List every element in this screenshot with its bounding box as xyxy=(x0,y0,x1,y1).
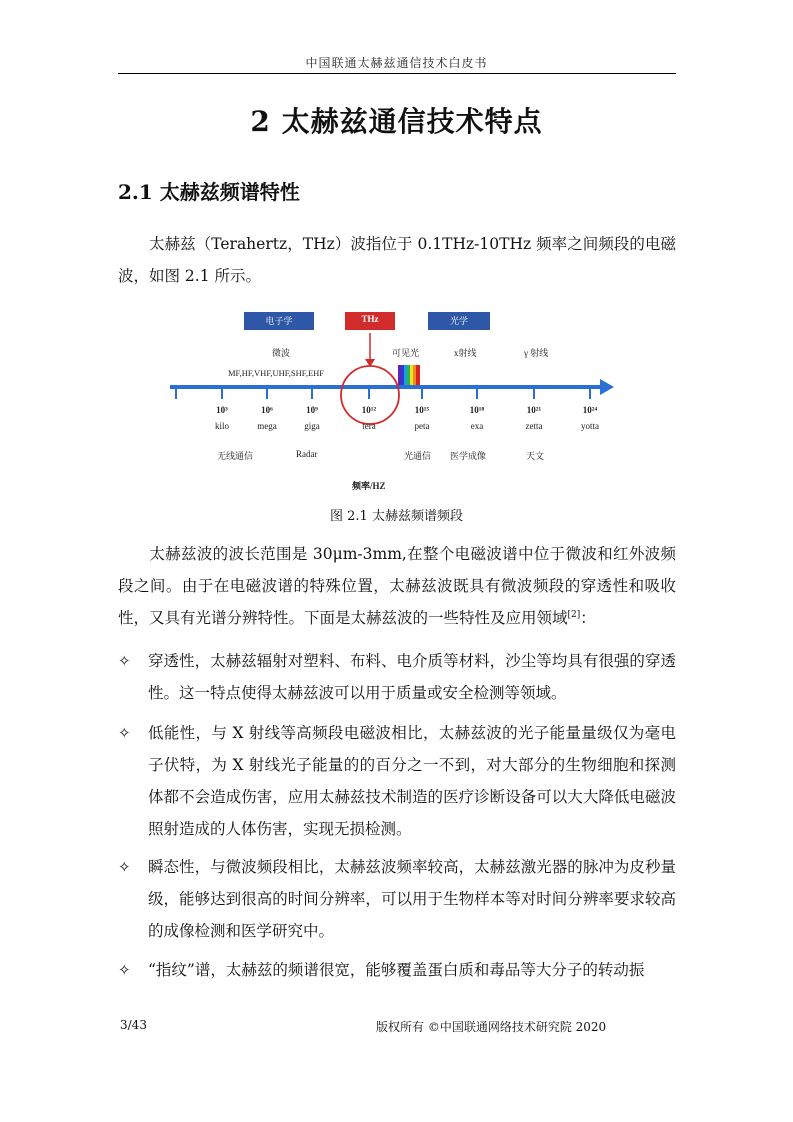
section-title: 2.1 太赫兹频谱特性 xyxy=(118,180,300,204)
bullet-item-penetration xyxy=(118,645,676,709)
running-header: 中国联通太赫兹通信技术白皮书 xyxy=(305,56,488,70)
spectrum-orange xyxy=(413,365,416,385)
radio-bands-label: MF,HF,VHF,UHF,SHF,EHF xyxy=(228,368,325,378)
spectrum-blue xyxy=(401,365,404,385)
tick-prefix: exa xyxy=(470,421,484,431)
app-radar: Radar xyxy=(296,449,318,459)
page-number: 3/43 xyxy=(120,1018,147,1032)
tick-prefix: giga xyxy=(304,421,320,431)
header-rule xyxy=(118,73,676,74)
tick-prefix: tera xyxy=(362,421,376,431)
bullet-text: 低能性，与 X 射线等高频段电磁波相比，太赫兹波的光子能量量级仅为毫电子伏特，为 X 射线光子能量的的百分之一不到，对大部分的生物细胞和探测体都不会造成伤害，应用太赫兹技术制造的医疗诊断设备可以大大降低电磁波照射造成的人体伤害，实现无损检测。 xyxy=(148,724,676,838)
copyright-notice: 版权所有 ©中国联通网络技术研究院 2020 xyxy=(376,1020,607,1034)
microwave-label: 微波 xyxy=(272,348,291,358)
spectrum-green xyxy=(407,365,410,385)
diamond-bullet-icon: ✧ xyxy=(118,724,131,742)
intro-paragraph-text: 太赫兹（Terahertz，THz）波指位于 0.1THz-10THz 频率之间频段的电磁波，如图 2.1 所示。 xyxy=(118,235,676,285)
thz-label: THz xyxy=(361,314,379,324)
tick-prefix: peta xyxy=(414,421,430,431)
intro-paragraph xyxy=(118,228,676,292)
bullet-item-transient xyxy=(118,851,676,947)
spectrum-diagram xyxy=(162,303,622,495)
figure-caption: 图 2.1 太赫兹频谱频段 xyxy=(330,509,463,524)
wavelength-paragraph xyxy=(118,538,676,634)
tick-value: 10³ xyxy=(216,405,228,415)
bullet-text: 瞬态性，与微波频段相比，太赫兹波频率较高，太赫兹激光器的脉冲为皮秒量级，能够达到很高的时间分辨率，可以用于生物样本等对时间分辨率要求较高的成像检测和医学研究中。 xyxy=(148,858,676,940)
tick-value: 10¹⁵ xyxy=(414,405,430,415)
spectrum-figure xyxy=(162,303,622,499)
optics-label: 光学 xyxy=(449,317,468,327)
tick-value: 10²¹ xyxy=(526,405,542,415)
app-optical-comm: 光通信 xyxy=(404,451,432,461)
frequency-axis-label: 频率/HZ xyxy=(352,481,386,491)
wavelength-paragraph-end: ： xyxy=(580,609,596,627)
frequency-axis-arrow xyxy=(600,379,614,395)
spectrum-violet xyxy=(398,365,401,385)
diamond-bullet-icon: ✧ xyxy=(118,652,131,670)
app-astronomy: 天文 xyxy=(526,451,545,461)
tick-value: 10¹⁸ xyxy=(469,405,485,415)
bullet-text: “指纹”谱，太赫兹的频谱很宽，能够覆盖蛋白质和毒品等大分子的转动振 xyxy=(148,961,645,979)
bullet-text: 穿透性，太赫兹辐射对塑料、布料、电介质等材料，沙尘等均具有很强的穿透性。这一特点使得太赫兹波可以用于质量或安全检测等领域。 xyxy=(148,652,676,702)
chapter-title: 2 太赫兹通信技术特点 xyxy=(250,105,543,138)
tick-prefix: zetta xyxy=(525,421,543,431)
spectrum-yellow xyxy=(410,365,413,385)
tick-value: 10⁶ xyxy=(261,405,273,415)
tick-value: 10¹² xyxy=(361,405,377,415)
tick-value: 10²⁴ xyxy=(582,405,598,415)
bullet-item-low-energy xyxy=(118,717,676,845)
app-medical-imaging: 医学成像 xyxy=(450,451,487,461)
wavelength-paragraph-text: 太赫兹波的波长范围是 30μm-3mm,在整个电磁波谱中位于微波和红外波频段之间。由于在电磁波谱的特殊位置，太赫兹波既具有微波频段的穿透性和吸收性，又具有光谱分辨特性。下面是太赫兹波的一些特性及应用领域 xyxy=(118,545,676,627)
spectrum-cyan xyxy=(404,365,407,385)
diamond-bullet-icon: ✧ xyxy=(118,961,131,979)
electronics-label: 电子学 xyxy=(265,317,293,327)
tick-value: 10⁹ xyxy=(306,405,318,415)
app-wireless-comm: 无线通信 xyxy=(217,451,254,461)
tick-prefix: yotta xyxy=(581,421,599,431)
bullet-item-fingerprint xyxy=(118,954,676,986)
spectrum-red xyxy=(416,365,420,385)
xray-label: x射线 xyxy=(454,348,477,358)
visible-light-label: 可见光 xyxy=(392,348,420,358)
diamond-bullet-icon: ✧ xyxy=(118,858,131,876)
reference-marker[interactable]: [2] xyxy=(567,609,581,620)
gamma-ray-label: γ 射线 xyxy=(524,348,549,358)
tick-prefix: kilo xyxy=(214,421,229,431)
tick-prefix: mega xyxy=(257,421,277,431)
